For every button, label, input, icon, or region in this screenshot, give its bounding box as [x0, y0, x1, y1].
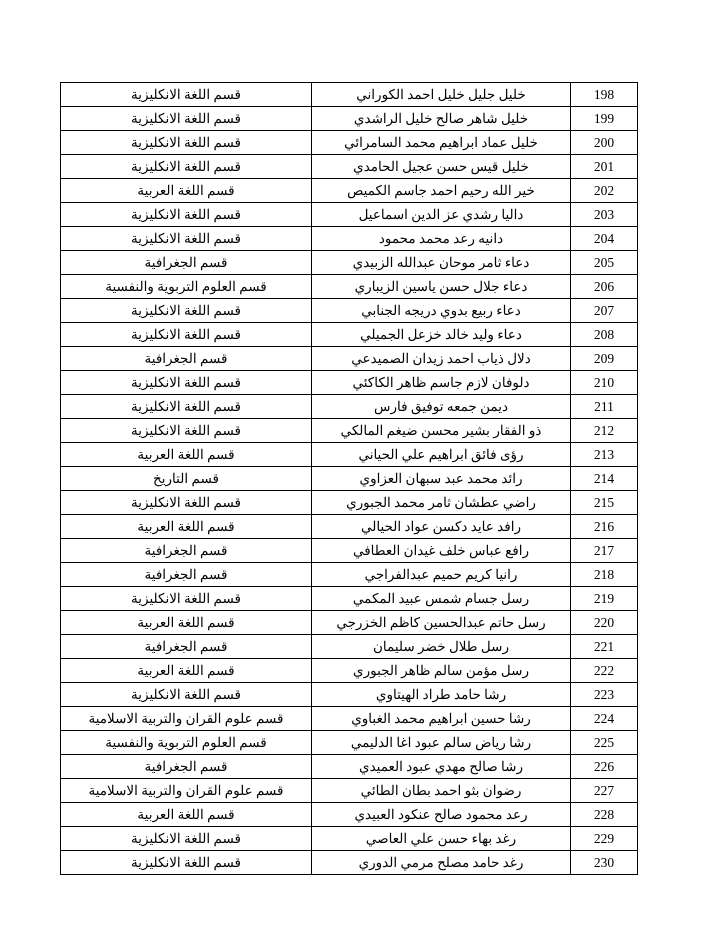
- table-row: [61, 443, 638, 467]
- row-department: قسم اللغة الانكليزية: [61, 155, 312, 179]
- row-number: 210: [571, 371, 638, 395]
- table-row: [61, 155, 638, 179]
- table-row: [61, 395, 638, 419]
- row-number: 217: [571, 539, 638, 563]
- row-department: قسم اللغة العربية: [61, 803, 312, 827]
- row-name: دعاء ربيع بدوي دريجه الجنابي: [312, 299, 571, 323]
- row-number: 209: [571, 347, 638, 371]
- table-row: [61, 107, 638, 131]
- row-department: قسم الجغرافية: [61, 755, 312, 779]
- row-name: رائد محمد عبد سبهان العزاوي: [312, 467, 571, 491]
- table-row: [61, 587, 638, 611]
- row-name: رؤى فائق ابراهيم علي الحياني: [312, 443, 571, 467]
- row-department: قسم اللغة الانكليزية: [61, 419, 312, 443]
- roster-table-body: [61, 83, 638, 875]
- row-number: 199: [571, 107, 638, 131]
- row-department: قسم اللغة الانكليزية: [61, 323, 312, 347]
- row-department: قسم الجغرافية: [61, 635, 312, 659]
- row-department: قسم اللغة الانكليزية: [61, 227, 312, 251]
- row-department: قسم اللغة الانكليزية: [61, 83, 312, 107]
- table-row: [61, 683, 638, 707]
- table-row: [61, 659, 638, 683]
- table-row: [61, 227, 638, 251]
- row-name: دلال ذياب احمد زيدان الصميدعي: [312, 347, 571, 371]
- table-row: [61, 515, 638, 539]
- table-row: [61, 827, 638, 851]
- roster-table: [60, 82, 638, 875]
- row-name: داليا رشدي عز الدين اسماعيل: [312, 203, 571, 227]
- table-row: [61, 851, 638, 875]
- row-department: قسم اللغة الانكليزية: [61, 587, 312, 611]
- row-number: 204: [571, 227, 638, 251]
- row-name: رشا صالح مهدي عبود العميدي: [312, 755, 571, 779]
- table-row: [61, 203, 638, 227]
- table-row: [61, 635, 638, 659]
- row-department: قسم علوم القران والتربية الاسلامية: [61, 707, 312, 731]
- table-row: [61, 275, 638, 299]
- row-name: خليل قيس حسن عجيل الحامدي: [312, 155, 571, 179]
- table-row: [61, 419, 638, 443]
- row-department: قسم اللغة الانكليزية: [61, 371, 312, 395]
- row-name: رافع عباس خلف غيدان العطافي: [312, 539, 571, 563]
- row-number: 207: [571, 299, 638, 323]
- row-department: قسم اللغة الانكليزية: [61, 683, 312, 707]
- table-row: [61, 179, 638, 203]
- row-number: 208: [571, 323, 638, 347]
- row-name: رسل مؤمن سالم ظاهر الجبوري: [312, 659, 571, 683]
- table-row: [61, 539, 638, 563]
- row-name: رضوان بثو احمد بطان الطائي: [312, 779, 571, 803]
- row-name: دلوفان لازم جاسم ظاهر الكاكئي: [312, 371, 571, 395]
- row-number: 203: [571, 203, 638, 227]
- row-department: قسم العلوم التربوية والنفسية: [61, 731, 312, 755]
- row-name: خليل شاهر صالح خليل الراشدي: [312, 107, 571, 131]
- row-department: قسم اللغة الانكليزية: [61, 827, 312, 851]
- row-number: 225: [571, 731, 638, 755]
- table-row: [61, 467, 638, 491]
- row-number: 227: [571, 779, 638, 803]
- row-number: 198: [571, 83, 638, 107]
- table-row: [61, 491, 638, 515]
- row-number: 205: [571, 251, 638, 275]
- row-name: رغد بهاء حسن علي العاصي: [312, 827, 571, 851]
- row-name: ديمن جمعه توفيق فارس: [312, 395, 571, 419]
- row-number: 228: [571, 803, 638, 827]
- row-department: قسم علوم القران والتربية الاسلامية: [61, 779, 312, 803]
- table-row: [61, 299, 638, 323]
- row-number: 226: [571, 755, 638, 779]
- row-name: خليل عماد ابراهيم محمد السامرائي: [312, 131, 571, 155]
- row-department: قسم العلوم التربوية والنفسية: [61, 275, 312, 299]
- row-number: 200: [571, 131, 638, 155]
- row-number: 214: [571, 467, 638, 491]
- table-row: [61, 779, 638, 803]
- row-name: رسل طلال خضر سليمان: [312, 635, 571, 659]
- row-name: ذو الفقار بشير محسن ضيغم المالكي: [312, 419, 571, 443]
- table-row: [61, 371, 638, 395]
- row-name: رسل جسام شمس عبيد المكمي: [312, 587, 571, 611]
- row-number: 211: [571, 395, 638, 419]
- table-row: [61, 323, 638, 347]
- row-number: 221: [571, 635, 638, 659]
- row-department: قسم اللغة الانكليزية: [61, 299, 312, 323]
- roster-table-container: [82, 82, 638, 875]
- row-name: رسل حاتم عبدالحسين كاظم الخزرجي: [312, 611, 571, 635]
- row-department: قسم اللغة الانكليزية: [61, 107, 312, 131]
- row-number: 220: [571, 611, 638, 635]
- row-number: 201: [571, 155, 638, 179]
- row-number: 230: [571, 851, 638, 875]
- row-name: دانيه رعد محمد محمود: [312, 227, 571, 251]
- row-department: قسم الجغرافية: [61, 539, 312, 563]
- row-department: قسم الجغرافية: [61, 347, 312, 371]
- row-department: قسم اللغة الانكليزية: [61, 491, 312, 515]
- row-department: قسم اللغة الانكليزية: [61, 203, 312, 227]
- row-department: قسم الجغرافية: [61, 251, 312, 275]
- row-number: 229: [571, 827, 638, 851]
- table-row: [61, 707, 638, 731]
- row-name: راضي عطشان ثامر محمد الجبوري: [312, 491, 571, 515]
- table-row: [61, 563, 638, 587]
- row-number: 222: [571, 659, 638, 683]
- row-department: قسم اللغة الانكليزية: [61, 131, 312, 155]
- row-name: رافد عايد دكسن عواد الحيالي: [312, 515, 571, 539]
- row-number: 202: [571, 179, 638, 203]
- row-department: قسم اللغة العربية: [61, 443, 312, 467]
- table-row: [61, 755, 638, 779]
- table-row: [61, 131, 638, 155]
- table-row: [61, 347, 638, 371]
- row-number: 218: [571, 563, 638, 587]
- row-number: 224: [571, 707, 638, 731]
- row-name: خير الله رحيم احمد جاسم الكميص: [312, 179, 571, 203]
- table-row: [61, 803, 638, 827]
- row-name: رانيا كريم حميم عبدالفراجي: [312, 563, 571, 587]
- table-row: [61, 731, 638, 755]
- row-department: قسم اللغة الانكليزية: [61, 395, 312, 419]
- row-number: 216: [571, 515, 638, 539]
- row-name: رعد محمود صالح عنكود العبيدي: [312, 803, 571, 827]
- row-department: قسم اللغة العربية: [61, 611, 312, 635]
- row-name: رشا رياض سالم عبود اغا الدليمي: [312, 731, 571, 755]
- row-name: رشا حامد طراد الهيتاوي: [312, 683, 571, 707]
- row-number: 212: [571, 419, 638, 443]
- row-number: 223: [571, 683, 638, 707]
- row-department: قسم التاريخ: [61, 467, 312, 491]
- row-name: رغد حامد مصلح مرمي الدوري: [312, 851, 571, 875]
- row-number: 215: [571, 491, 638, 515]
- row-name: خليل جليل خليل احمد الكوراني: [312, 83, 571, 107]
- table-row: [61, 611, 638, 635]
- table-row: [61, 83, 638, 107]
- row-name: رشا حسين ابراهيم محمد الغباوي: [312, 707, 571, 731]
- row-department: قسم اللغة العربية: [61, 515, 312, 539]
- row-number: 219: [571, 587, 638, 611]
- row-number: 206: [571, 275, 638, 299]
- row-name: دعاء ثامر موحان عبدالله الزبيدي: [312, 251, 571, 275]
- row-department: قسم اللغة الانكليزية: [61, 851, 312, 875]
- row-name: دعاء جلال حسن ياسين الزيباري: [312, 275, 571, 299]
- row-department: قسم الجغرافية: [61, 563, 312, 587]
- row-department: قسم اللغة العربية: [61, 659, 312, 683]
- row-department: قسم اللغة العربية: [61, 179, 312, 203]
- row-number: 213: [571, 443, 638, 467]
- table-row: [61, 251, 638, 275]
- row-name: دعاء وليد خالد خزعل الجميلي: [312, 323, 571, 347]
